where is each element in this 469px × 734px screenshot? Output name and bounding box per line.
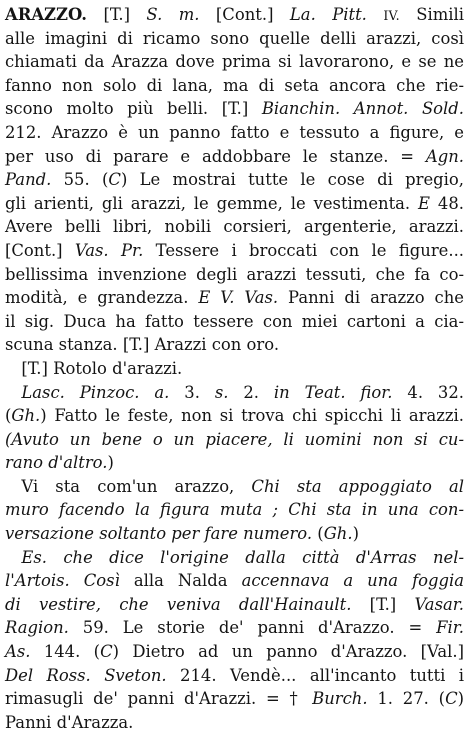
text-segment: Panni di arazzo che	[278, 288, 464, 308]
text-segment: in Teat. fior.	[273, 382, 393, 402]
text-line	[5, 97, 464, 121]
text-line	[5, 121, 464, 145]
text-segment: 3.	[169, 382, 215, 402]
text-line	[5, 475, 464, 499]
text-line	[5, 145, 464, 169]
text-line	[5, 404, 464, 428]
text-segment: La. Pitt.	[289, 5, 367, 24]
text-line	[5, 381, 464, 405]
text-segment: il sig. Duca ha fatto tessere con miei cartoni a cia-	[5, 311, 464, 331]
text-segment: Vi sta com'un arazzo,	[5, 476, 252, 496]
text-line	[5, 428, 464, 452]
text-segment: 4. 32.	[392, 382, 464, 402]
text-segment: 212. Arazzo è un panno fatto e tessuto a figure, e	[5, 122, 464, 142]
text-line	[5, 546, 464, 570]
text-segment: bellissima invenzione degli arazzi tessuti, che fa co-	[5, 264, 464, 284]
text-segment: [T.] Rotolo d'arazzi.	[5, 358, 183, 378]
text-segment: di vestire, che veniva dall'Hainault.	[5, 594, 352, 614]
text-line	[5, 522, 464, 546]
text-segment: ) Dietro ad un panno d'Arazzo. [Val.]	[112, 642, 465, 662]
text-line	[5, 215, 464, 239]
text-line	[5, 640, 464, 664]
text-line	[5, 451, 464, 475]
text-line	[5, 239, 464, 263]
text-segment: fanno non solo di lana, ma di seta ancora che rie-	[5, 75, 464, 95]
text-line	[5, 593, 464, 617]
text-segment: S. m.	[146, 5, 200, 24]
text-line	[5, 50, 464, 74]
text-segment: E V. Vas.	[198, 288, 279, 308]
text-segment: IV.	[383, 8, 400, 23]
text-segment	[5, 383, 21, 402]
text-segment: )	[352, 524, 359, 544]
text-segment: 214. Vendè... all'incanto tutti i	[166, 665, 465, 685]
text-segment: Lasc. Pinzoc.	[21, 382, 140, 402]
text-segment: [Cont.]	[199, 5, 290, 24]
text-segment: gli arienti, gli arazzi, le gemme, le vestimenta.	[5, 193, 419, 213]
text-segment: Burch.	[312, 689, 368, 709]
text-segment: Gh.	[11, 406, 41, 426]
text-segment: Simili	[399, 5, 464, 24]
text-segment: Vas. Pr.	[74, 240, 144, 260]
text-segment	[5, 548, 21, 567]
text-segment: Gh.	[323, 524, 353, 544]
text-segment: per uso di parare e addobbare le stanze. =	[5, 146, 426, 166]
text-segment: )	[457, 689, 465, 709]
text-segment: C	[445, 689, 458, 709]
text-segment: s.	[214, 382, 229, 402]
text-segment	[367, 5, 383, 24]
text-segment: ) Le mostrai tutte le cose di pregio,	[120, 170, 464, 190]
text-segment: scono molto più belli. [T.]	[5, 99, 262, 119]
text-segment: )	[107, 453, 114, 473]
text-segment: As.	[5, 642, 31, 662]
text-line	[5, 27, 464, 51]
text-segment: Bianchin. Annot. Sold.	[261, 99, 464, 119]
text-segment: C	[108, 170, 121, 190]
text-segment: C	[100, 642, 113, 662]
text-line	[5, 263, 464, 287]
headword: ARAZZO.	[5, 5, 88, 24]
text-segment: 48.	[430, 193, 464, 213]
text-segment: Es. che dice l'origine dalla città d'Arras nel-	[21, 547, 464, 567]
text-line	[5, 616, 464, 640]
text-segment: Del Ross. Sveton.	[5, 665, 167, 685]
text-segment: accennava a una foggia	[241, 571, 465, 591]
text-segment: (Avuto un bene o un piacere, li uomini non si cu-	[5, 429, 464, 449]
text-line	[5, 192, 464, 216]
text-line	[5, 498, 464, 522]
text-line	[5, 664, 464, 688]
text-segment: 1. 27. (	[367, 689, 446, 709]
text-segment: rano d'altro.	[5, 453, 108, 473]
text-segment: scuna stanza. [T.] Arazzi con oro.	[5, 335, 280, 355]
text-segment: Vasar.	[414, 594, 464, 614]
text-segment: Avere belli libri, nobili corsieri, argenterie, arazzi.	[5, 217, 464, 237]
text-segment: a.	[154, 382, 170, 402]
text-segment	[139, 383, 154, 402]
text-line	[5, 711, 464, 734]
text-segment: Fir.	[436, 618, 464, 638]
text-segment: ) Fatto le feste, non si trova chi spicchi li arazzi.	[40, 406, 464, 426]
text-segment: [T.]	[351, 594, 415, 614]
text-segment: alla Nalda	[119, 571, 242, 591]
text-line	[5, 569, 464, 593]
text-segment: (	[312, 524, 324, 544]
text-segment: E	[418, 193, 431, 213]
text-segment: Tessere i broccati con le figure...	[143, 240, 464, 260]
text-segment: 55. (	[51, 170, 109, 190]
text-line	[5, 687, 464, 711]
text-segment: Panni d'Arazza.	[5, 712, 134, 732]
text-segment: muro facendo la figura muta ; Chi sta in una con-	[5, 500, 464, 520]
text-line	[5, 357, 464, 381]
text-segment: (	[5, 406, 12, 426]
text-segment: 59. Le storie de' panni d'Arazzo. =	[68, 618, 437, 638]
text-segment: [T.]	[87, 5, 147, 24]
text-line	[5, 310, 464, 334]
text-segment: 144. (	[30, 642, 101, 662]
text-segment: 2.	[228, 382, 274, 402]
text-segment: chiamati da Arazza dove prima si lavorarono, e se ne	[5, 52, 464, 72]
text-line	[5, 333, 464, 357]
text-line	[5, 74, 464, 98]
text-segment: modità, e grandezza.	[5, 288, 199, 308]
text-segment: Ragion.	[5, 618, 69, 638]
text-segment: [Cont.]	[5, 240, 75, 260]
text-line	[5, 3, 464, 27]
text-segment: l'Artois. Così	[5, 571, 120, 591]
text-segment: versazione soltanto per fare numero.	[5, 524, 313, 544]
text-line	[5, 286, 464, 310]
text-line	[5, 168, 464, 192]
text-segment: Chi sta appoggiato al	[251, 476, 464, 496]
text-segment: Pand.	[5, 170, 52, 190]
text-segment: alle imagini di ricamo sono quelle delli arazzi, così	[5, 28, 464, 48]
text-segment: Agn.	[425, 146, 464, 166]
text-segment: rimasugli de' panni d'Arazzi. = †	[5, 689, 313, 709]
